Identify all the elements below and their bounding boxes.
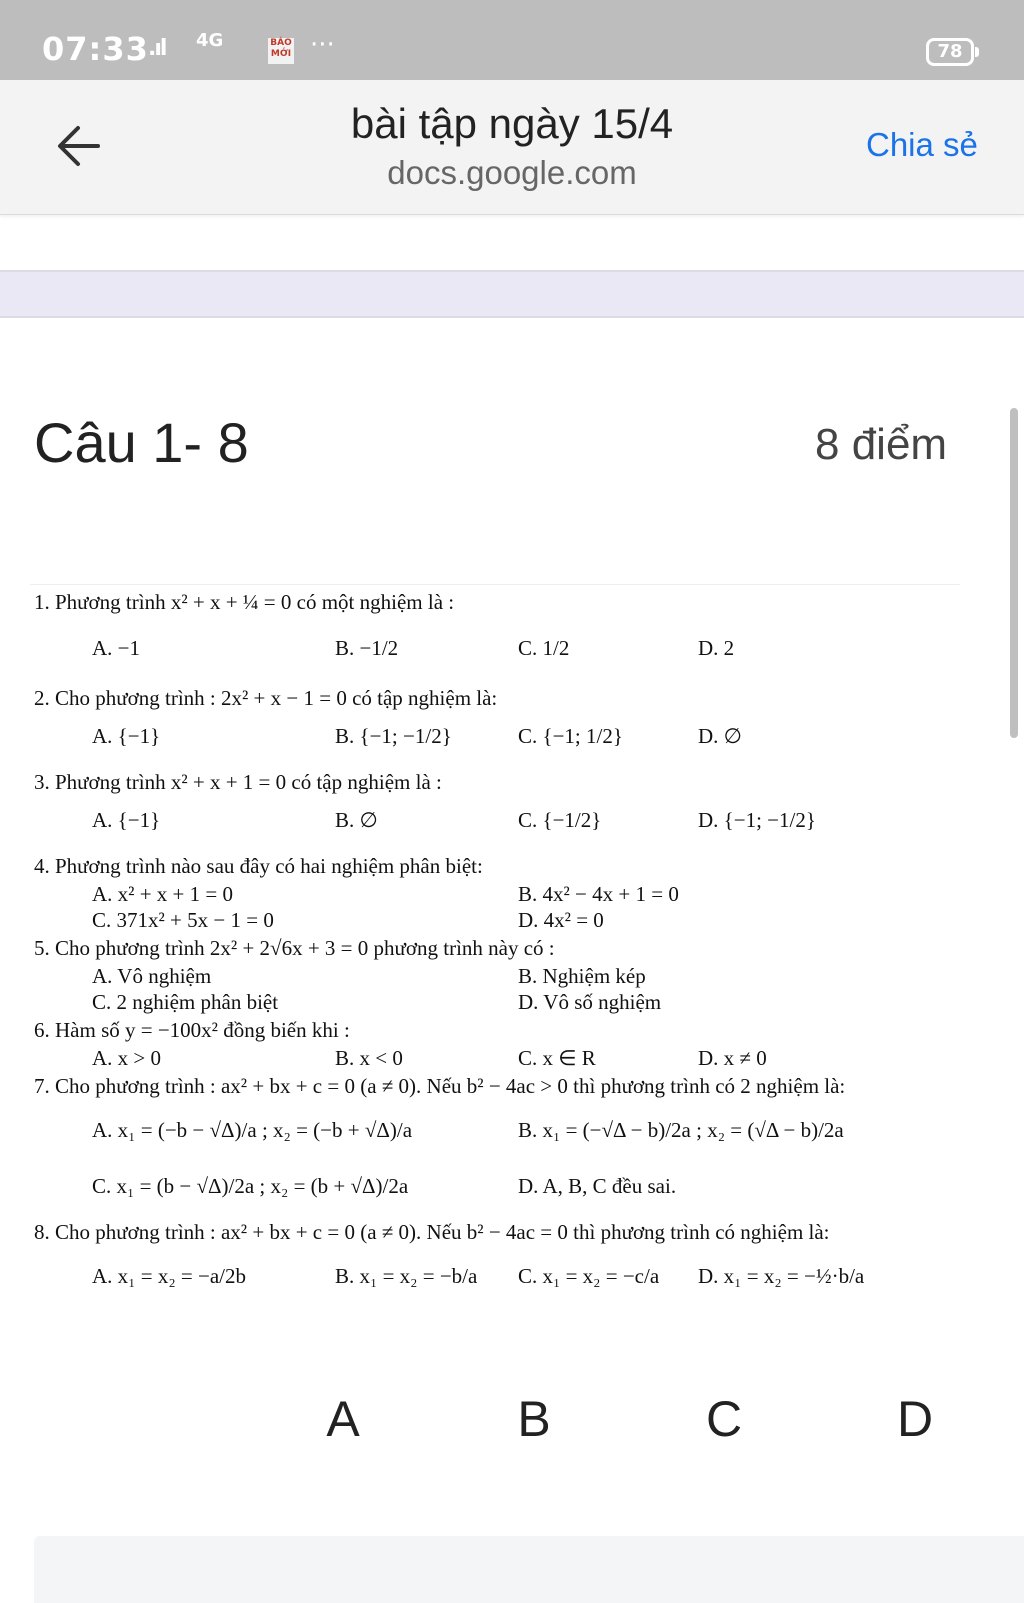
answer-grid-panel	[34, 1536, 1024, 1603]
problem-1-option-b: B. −1/2	[335, 636, 399, 660]
problem-6-option-c: C. x ∈ R	[518, 1046, 596, 1070]
problem-2-option-b: B. {−1; −1/2}	[335, 724, 452, 748]
problem-8-option-c: C. x₁ = x₂ = −c/a	[518, 1264, 660, 1288]
problem-8-stem: 8. Cho phương trình : ax² + bx + c = 0 (a ≠ 0). Nếu b² − 4ac = 0 thì phương trình có nghiệm là:	[34, 1220, 830, 1244]
divider	[30, 584, 960, 585]
problem-1-option-d: D. 2	[698, 636, 735, 660]
problem-2-option-d: D. ∅	[698, 724, 742, 748]
page-title: bài tập ngày 15/4	[350, 100, 674, 147]
problem-7-option-b: B. x₁ = (−√Δ − b)/2a ; x₂ = (√Δ − b)/2a	[518, 1118, 844, 1142]
bao-moi-app-icon: BÁO MỚI	[268, 38, 294, 64]
problem-6-option-b: B. x < 0	[335, 1046, 403, 1070]
problem-4-option-d: D. 4x² = 0	[518, 908, 604, 932]
battery-icon: 78	[926, 38, 974, 66]
problem-1-option-c: C. 1/2	[518, 636, 570, 660]
problem-7-stem: 7. Cho phương trình : ax² + bx + c = 0 (a ≠ 0). Nếu b² − 4ac > 0 thì phương trình có 2 nghiệm là:	[34, 1074, 846, 1098]
problem-2-option-a: A. {−1}	[92, 724, 161, 748]
problem-3-stem: 3. Phương trình x² + x + 1 = 0 có tập nghiệm là :	[34, 770, 442, 794]
question-title: Câu 1- 8	[34, 411, 249, 474]
problem-1-option-a: A. −1	[92, 636, 141, 660]
status-bar	[0, 0, 1024, 80]
problem-2-stem: 2. Cho phương trình : 2x² + x − 1 = 0 có tập nghiệm là:	[34, 686, 498, 710]
form-header-band	[0, 270, 1024, 318]
scrollbar[interactable]	[1010, 408, 1018, 738]
status-time: 07:33	[42, 30, 149, 68]
problem-3-option-d: D. {−1; −1/2}	[698, 808, 816, 832]
problem-4-option-a: A. x² + x + 1 = 0	[92, 882, 233, 906]
problem-5-stem: 5. Cho phương trình 2x² + 2√6x + 3 = 0 phương trình này có :	[34, 936, 555, 960]
problem-4-option-c: C. 371x² + 5x − 1 = 0	[92, 908, 274, 932]
share-button[interactable]: Chia sẻ	[866, 126, 978, 163]
problem-7-option-c: C. x₁ = (b − √Δ)/2a ; x₂ = (b + √Δ)/2a	[92, 1174, 409, 1198]
answer-choices	[0, 1390, 1024, 1460]
question-image	[30, 584, 960, 1324]
problem-6-option-a: A. x > 0	[92, 1046, 162, 1070]
more-notifications-icon: ···	[310, 30, 335, 60]
problem-5-option-c: C. 2 nghiệm phân biệt	[92, 990, 279, 1014]
question-points: 8 điểm	[815, 420, 948, 469]
signal-icon: .ıl	[148, 36, 166, 61]
problem-2-option-c: C. {−1; 1/2}	[518, 724, 623, 748]
choice-b[interactable]: B	[517, 1391, 551, 1447]
problem-7-option-d: D. A, B, C đều sai.	[518, 1174, 677, 1198]
problem-3-option-b: B. ∅	[335, 808, 378, 832]
problem-7-option-a: A. x₁ = (−b − √Δ)/a ; x₂ = (−b + √Δ)/a	[92, 1118, 413, 1142]
problem-4-stem: 4. Phương trình nào sau đây có hai nghiệm phân biệt:	[34, 854, 483, 878]
problem-4-option-b: B. 4x² − 4x + 1 = 0	[518, 882, 679, 906]
problem-5-option-a: A. Vô nghiệm	[92, 964, 212, 988]
problem-8-option-d: D. x₁ = x₂ = −½·b/a	[698, 1264, 865, 1288]
problem-5-option-b: B. Nghiệm kép	[518, 964, 646, 988]
page-url: docs.google.com	[387, 154, 637, 191]
choice-c[interactable]: C	[705, 1391, 743, 1447]
problem-1-stem: 1. Phương trình x² + x + ¼ = 0 có một nghiệm là :	[34, 590, 455, 614]
problem-8-option-b: B. x₁ = x₂ = −b/a	[335, 1264, 478, 1288]
problem-3-option-a: A. {−1}	[92, 808, 161, 832]
choice-a[interactable]: A	[326, 1391, 360, 1447]
app-bar	[0, 80, 1024, 215]
problem-3-option-c: C. {−1/2}	[518, 808, 602, 832]
problem-5-option-d: D. Vô số nghiệm	[518, 990, 662, 1014]
problem-8-option-a: A. x₁ = x₂ = −a/2b	[92, 1264, 246, 1288]
problem-6-option-d: D. x ≠ 0	[698, 1046, 767, 1070]
network-type: 4G	[196, 30, 224, 51]
problem-6-stem: 6. Hàm số y = −100x² đồng biến khi :	[34, 1018, 350, 1042]
choice-d[interactable]: D	[896, 1391, 934, 1447]
